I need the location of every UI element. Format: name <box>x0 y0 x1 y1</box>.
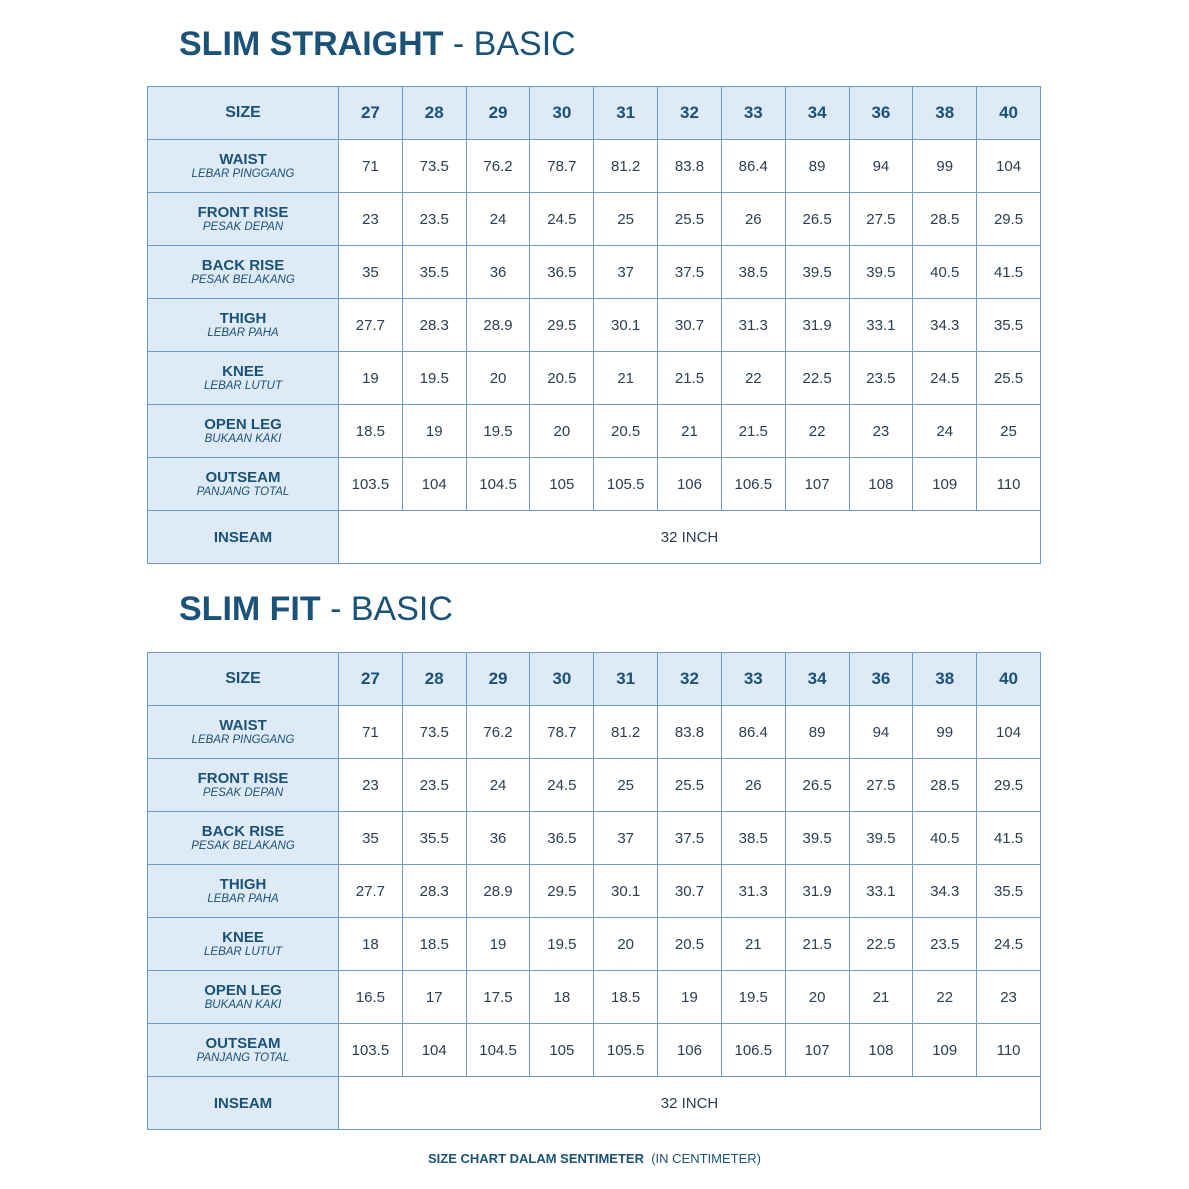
measurement-value: 81.2 <box>594 140 658 193</box>
measurement-value: 28.9 <box>466 299 530 352</box>
measurement-value: 20 <box>785 971 849 1024</box>
size-header-cell: 38 <box>913 653 977 706</box>
measurement-name-en: FRONT RISE <box>197 204 289 221</box>
measurement-name-id: BUKAAN KAKI <box>204 433 282 445</box>
measurement-value: 21 <box>721 918 785 971</box>
inseam-row <box>148 511 1041 564</box>
measurement-value: 18 <box>339 918 403 971</box>
measurement-name-id: LEBAR PINGGANG <box>191 734 295 746</box>
size-header-cell: 40 <box>977 653 1041 706</box>
measurement-value: 24.5 <box>530 193 594 246</box>
measurement-label <box>148 706 339 759</box>
measurement-value: 28.9 <box>466 865 530 918</box>
measurement-value: 105 <box>530 1024 594 1077</box>
measurement-value: 37.5 <box>658 246 722 299</box>
measurement-label <box>148 865 339 918</box>
measurement-value: 104.5 <box>466 1024 530 1077</box>
measurement-value: 109 <box>913 458 977 511</box>
measurement-value: 106.5 <box>721 458 785 511</box>
footer-unit: (IN CENTIMETER) <box>651 1151 761 1166</box>
measurement-value: 76.2 <box>466 140 530 193</box>
measurement-name-en: OUTSEAM <box>205 1035 281 1052</box>
measurement-value: 21 <box>594 352 658 405</box>
measurement-value: 24.5 <box>977 918 1041 971</box>
measurement-value: 40.5 <box>913 812 977 865</box>
footer-note <box>0 1151 1189 1166</box>
measurement-value: 40.5 <box>913 246 977 299</box>
measurement-value: 108 <box>849 1024 913 1077</box>
measurement-value: 30.7 <box>658 865 722 918</box>
title-main: SLIM STRAIGHT <box>179 25 444 63</box>
size-header-cell: 36 <box>849 653 913 706</box>
measurement-value: 17.5 <box>466 971 530 1024</box>
measurement-value: 21.5 <box>658 352 722 405</box>
measurement-value: 22 <box>785 405 849 458</box>
measurement-value: 41.5 <box>977 246 1041 299</box>
measurement-name-id: LEBAR PAHA <box>207 893 279 905</box>
size-header-cell: 34 <box>785 653 849 706</box>
measurement-value: 35 <box>339 812 403 865</box>
measurement-value: 24 <box>466 193 530 246</box>
size-header-cell: 27 <box>339 653 403 706</box>
measurement-name-id: LEBAR LUTUT <box>204 380 282 392</box>
measurement-value: 23.5 <box>402 193 466 246</box>
measurement-label <box>148 759 339 812</box>
measurement-row <box>148 458 1041 511</box>
measurement-value: 28.3 <box>402 865 466 918</box>
measurement-value: 25 <box>594 193 658 246</box>
measurement-value: 104 <box>402 458 466 511</box>
measurement-value: 18.5 <box>339 405 403 458</box>
measurement-value: 106 <box>658 1024 722 1077</box>
measurement-value: 21 <box>849 971 913 1024</box>
measurement-value: 94 <box>849 706 913 759</box>
measurement-value: 30.1 <box>594 865 658 918</box>
measurement-value: 31.3 <box>721 299 785 352</box>
measurement-value: 99 <box>913 706 977 759</box>
measurement-name-en: KNEE <box>222 929 264 946</box>
measurement-value: 29.5 <box>530 299 594 352</box>
measurement-value: 39.5 <box>849 812 913 865</box>
measurement-value: 37.5 <box>658 812 722 865</box>
measurement-value: 31.9 <box>785 299 849 352</box>
measurement-row <box>148 246 1041 299</box>
measurement-name-en: FRONT RISE <box>197 770 289 787</box>
slim-straight-title <box>179 24 576 64</box>
measurement-value: 36.5 <box>530 246 594 299</box>
measurement-value: 30.7 <box>658 299 722 352</box>
size-header-cell: 28 <box>402 653 466 706</box>
measurement-name-id: PESAK DEPAN <box>202 221 284 233</box>
measurement-value: 36 <box>466 812 530 865</box>
title-variant: BASIC <box>473 25 576 63</box>
measurement-value: 19.5 <box>530 918 594 971</box>
measurement-name-en: WAIST <box>219 717 267 734</box>
measurement-label <box>148 812 339 865</box>
size-header-cell: 30 <box>530 653 594 706</box>
measurement-value: 18.5 <box>402 918 466 971</box>
measurement-name-en: KNEE <box>222 363 264 380</box>
measurement-value: 29.5 <box>977 193 1041 246</box>
measurement-value: 34.3 <box>913 865 977 918</box>
measurement-name-en: THIGH <box>219 876 267 893</box>
measurement-value: 89 <box>785 140 849 193</box>
measurement-label <box>148 1024 339 1077</box>
measurement-value: 94 <box>849 140 913 193</box>
measurement-value: 18 <box>530 971 594 1024</box>
size-header-cell: 31 <box>594 87 658 140</box>
size-header-cell: 29 <box>466 653 530 706</box>
size-header-cell: 32 <box>658 653 722 706</box>
measurement-value: 30.1 <box>594 299 658 352</box>
measurement-name-en: OUTSEAM <box>205 469 281 486</box>
measurement-value: 19 <box>339 352 403 405</box>
measurement-value: 23.5 <box>402 759 466 812</box>
measurement-row <box>148 918 1041 971</box>
measurement-value: 105 <box>530 458 594 511</box>
measurement-value: 78.7 <box>530 706 594 759</box>
measurement-value: 89 <box>785 706 849 759</box>
measurement-value: 23 <box>977 971 1041 1024</box>
measurement-value: 25.5 <box>977 352 1041 405</box>
measurement-value: 76.2 <box>466 706 530 759</box>
measurement-value: 83.8 <box>658 706 722 759</box>
title-separator: - <box>320 590 351 628</box>
measurement-value: 26 <box>721 759 785 812</box>
measurement-value: 103.5 <box>339 458 403 511</box>
size-header-cell: 34 <box>785 87 849 140</box>
title-variant: BASIC <box>350 590 453 628</box>
measurement-name-en: THIGH <box>219 310 267 327</box>
measurement-row <box>148 1024 1041 1077</box>
measurement-value: 20.5 <box>658 918 722 971</box>
size-header-cell: 33 <box>721 87 785 140</box>
measurement-value: 37 <box>594 246 658 299</box>
measurement-value: 105.5 <box>594 458 658 511</box>
measurement-label <box>148 458 339 511</box>
inseam-label: INSEAM <box>148 511 339 564</box>
measurement-name-en: BACK RISE <box>201 257 285 274</box>
measurement-value: 36.5 <box>530 812 594 865</box>
measurement-label <box>148 971 339 1024</box>
measurement-row <box>148 352 1041 405</box>
measurement-row <box>148 193 1041 246</box>
measurement-label <box>148 352 339 405</box>
measurement-name-id: LEBAR LUTUT <box>204 946 282 958</box>
measurement-name-id: PESAK BELAKANG <box>191 840 295 852</box>
measurement-row <box>148 971 1041 1024</box>
measurement-value: 28.3 <box>402 299 466 352</box>
measurement-value: 19 <box>402 405 466 458</box>
measurement-value: 71 <box>339 140 403 193</box>
measurement-value: 24.5 <box>530 759 594 812</box>
measurement-value: 104 <box>977 140 1041 193</box>
size-header-label: SIZE <box>148 653 339 706</box>
size-header-cell: 40 <box>977 87 1041 140</box>
measurement-value: 19.5 <box>721 971 785 1024</box>
measurement-value: 27.5 <box>849 759 913 812</box>
measurement-value: 26.5 <box>785 759 849 812</box>
measurement-value: 22.5 <box>785 352 849 405</box>
footer-bold: SIZE CHART DALAM SENTIMETER <box>428 1151 644 1166</box>
slim-fit-size-table <box>147 652 1041 1130</box>
measurement-value: 21.5 <box>785 918 849 971</box>
measurement-value: 106.5 <box>721 1024 785 1077</box>
measurement-label <box>148 299 339 352</box>
measurement-value: 26 <box>721 193 785 246</box>
measurement-value: 29.5 <box>977 759 1041 812</box>
measurement-value: 20.5 <box>594 405 658 458</box>
size-header-cell: 29 <box>466 87 530 140</box>
measurement-value: 23 <box>339 759 403 812</box>
measurement-value: 31.3 <box>721 865 785 918</box>
measurement-value: 23.5 <box>849 352 913 405</box>
measurement-value: 39.5 <box>785 812 849 865</box>
measurement-value: 22 <box>721 352 785 405</box>
measurement-label <box>148 246 339 299</box>
measurement-value: 23 <box>849 405 913 458</box>
measurement-value: 27.5 <box>849 193 913 246</box>
measurement-name-id: BUKAAN KAKI <box>204 999 282 1011</box>
measurement-value: 24.5 <box>913 352 977 405</box>
measurement-value: 33.1 <box>849 865 913 918</box>
size-header-cell: 27 <box>339 87 403 140</box>
inseam-value: 32 INCH <box>339 511 1041 564</box>
measurement-value: 107 <box>785 1024 849 1077</box>
measurement-value: 36 <box>466 246 530 299</box>
size-header-label: SIZE <box>148 87 339 140</box>
inseam-row <box>148 1077 1041 1130</box>
measurement-value: 105.5 <box>594 1024 658 1077</box>
measurement-label <box>148 405 339 458</box>
measurement-value: 20 <box>530 405 594 458</box>
measurement-value: 23.5 <box>913 918 977 971</box>
measurement-value: 27.7 <box>339 299 403 352</box>
slim-straight-size-table <box>147 86 1041 564</box>
measurement-value: 38.5 <box>721 812 785 865</box>
measurement-value: 38.5 <box>721 246 785 299</box>
measurement-value: 86.4 <box>721 140 785 193</box>
measurement-value: 21.5 <box>721 405 785 458</box>
measurement-value: 35.5 <box>402 246 466 299</box>
size-header-cell: 36 <box>849 87 913 140</box>
measurement-value: 27.7 <box>339 865 403 918</box>
measurement-value: 35.5 <box>977 865 1041 918</box>
measurement-value: 35.5 <box>402 812 466 865</box>
size-header-cell: 32 <box>658 87 722 140</box>
measurement-value: 29.5 <box>530 865 594 918</box>
measurement-value: 103.5 <box>339 1024 403 1077</box>
measurement-name-id: LEBAR PAHA <box>207 327 279 339</box>
measurement-value: 19 <box>466 918 530 971</box>
measurement-row <box>148 299 1041 352</box>
measurement-value: 20.5 <box>530 352 594 405</box>
inseam-label: INSEAM <box>148 1077 339 1130</box>
size-header-row <box>148 653 1041 706</box>
measurement-row <box>148 140 1041 193</box>
title-main: SLIM FIT <box>179 590 321 628</box>
table-body <box>148 653 1041 1130</box>
measurement-name-en: WAIST <box>219 151 267 168</box>
measurement-value: 73.5 <box>402 706 466 759</box>
measurement-value: 23 <box>339 193 403 246</box>
measurement-value: 20 <box>466 352 530 405</box>
measurement-value: 41.5 <box>977 812 1041 865</box>
measurement-value: 24 <box>466 759 530 812</box>
measurement-row <box>148 759 1041 812</box>
measurement-value: 31.9 <box>785 865 849 918</box>
measurement-value: 22 <box>913 971 977 1024</box>
size-header-cell: 38 <box>913 87 977 140</box>
measurement-value: 25 <box>594 759 658 812</box>
size-header-row <box>148 87 1041 140</box>
slim-fit-title <box>179 589 453 629</box>
measurement-value: 33.1 <box>849 299 913 352</box>
measurement-value: 104.5 <box>466 458 530 511</box>
measurement-row <box>148 865 1041 918</box>
measurement-value: 110 <box>977 1024 1041 1077</box>
measurement-value: 86.4 <box>721 706 785 759</box>
measurement-value: 35.5 <box>977 299 1041 352</box>
measurement-value: 37 <box>594 812 658 865</box>
measurement-value: 73.5 <box>402 140 466 193</box>
measurement-label <box>148 918 339 971</box>
measurement-name-id: PESAK DEPAN <box>202 787 284 799</box>
measurement-value: 25 <box>977 405 1041 458</box>
table-body <box>148 87 1041 564</box>
measurement-value: 34.3 <box>913 299 977 352</box>
measurement-row <box>148 706 1041 759</box>
measurement-value: 99 <box>913 140 977 193</box>
size-header-cell: 28 <box>402 87 466 140</box>
measurement-name-id: PESAK BELAKANG <box>191 274 295 286</box>
size-header-cell: 30 <box>530 87 594 140</box>
measurement-value: 28.5 <box>913 759 977 812</box>
measurement-label <box>148 140 339 193</box>
measurement-value: 104 <box>402 1024 466 1077</box>
measurement-value: 110 <box>977 458 1041 511</box>
measurement-value: 19.5 <box>466 405 530 458</box>
measurement-value: 19 <box>658 971 722 1024</box>
measurement-value: 35 <box>339 246 403 299</box>
size-header-cell: 33 <box>721 653 785 706</box>
measurement-row <box>148 405 1041 458</box>
measurement-value: 17 <box>402 971 466 1024</box>
title-separator: - <box>443 25 474 63</box>
inseam-value: 32 INCH <box>339 1077 1041 1130</box>
measurement-value: 71 <box>339 706 403 759</box>
measurement-name-en: BACK RISE <box>201 823 285 840</box>
size-header-cell: 31 <box>594 653 658 706</box>
measurement-name-id: LEBAR PINGGANG <box>191 168 295 180</box>
measurement-value: 25.5 <box>658 193 722 246</box>
measurement-name-id: PANJANG TOTAL <box>196 1052 290 1064</box>
measurement-label <box>148 193 339 246</box>
measurement-value: 104 <box>977 706 1041 759</box>
measurement-value: 39.5 <box>785 246 849 299</box>
measurement-value: 28.5 <box>913 193 977 246</box>
measurement-value: 83.8 <box>658 140 722 193</box>
measurement-value: 20 <box>594 918 658 971</box>
measurement-name-en: OPEN LEG <box>204 416 282 433</box>
measurement-name-en: OPEN LEG <box>204 982 282 999</box>
measurement-value: 39.5 <box>849 246 913 299</box>
measurement-value: 16.5 <box>339 971 403 1024</box>
measurement-value: 22.5 <box>849 918 913 971</box>
measurement-value: 108 <box>849 458 913 511</box>
measurement-value: 25.5 <box>658 759 722 812</box>
measurement-value: 81.2 <box>594 706 658 759</box>
measurement-row <box>148 812 1041 865</box>
measurement-name-id: PANJANG TOTAL <box>196 486 290 498</box>
measurement-value: 107 <box>785 458 849 511</box>
measurement-value: 109 <box>913 1024 977 1077</box>
measurement-value: 24 <box>913 405 977 458</box>
measurement-value: 18.5 <box>594 971 658 1024</box>
measurement-value: 26.5 <box>785 193 849 246</box>
measurement-value: 21 <box>658 405 722 458</box>
measurement-value: 78.7 <box>530 140 594 193</box>
measurement-value: 106 <box>658 458 722 511</box>
measurement-value: 19.5 <box>402 352 466 405</box>
